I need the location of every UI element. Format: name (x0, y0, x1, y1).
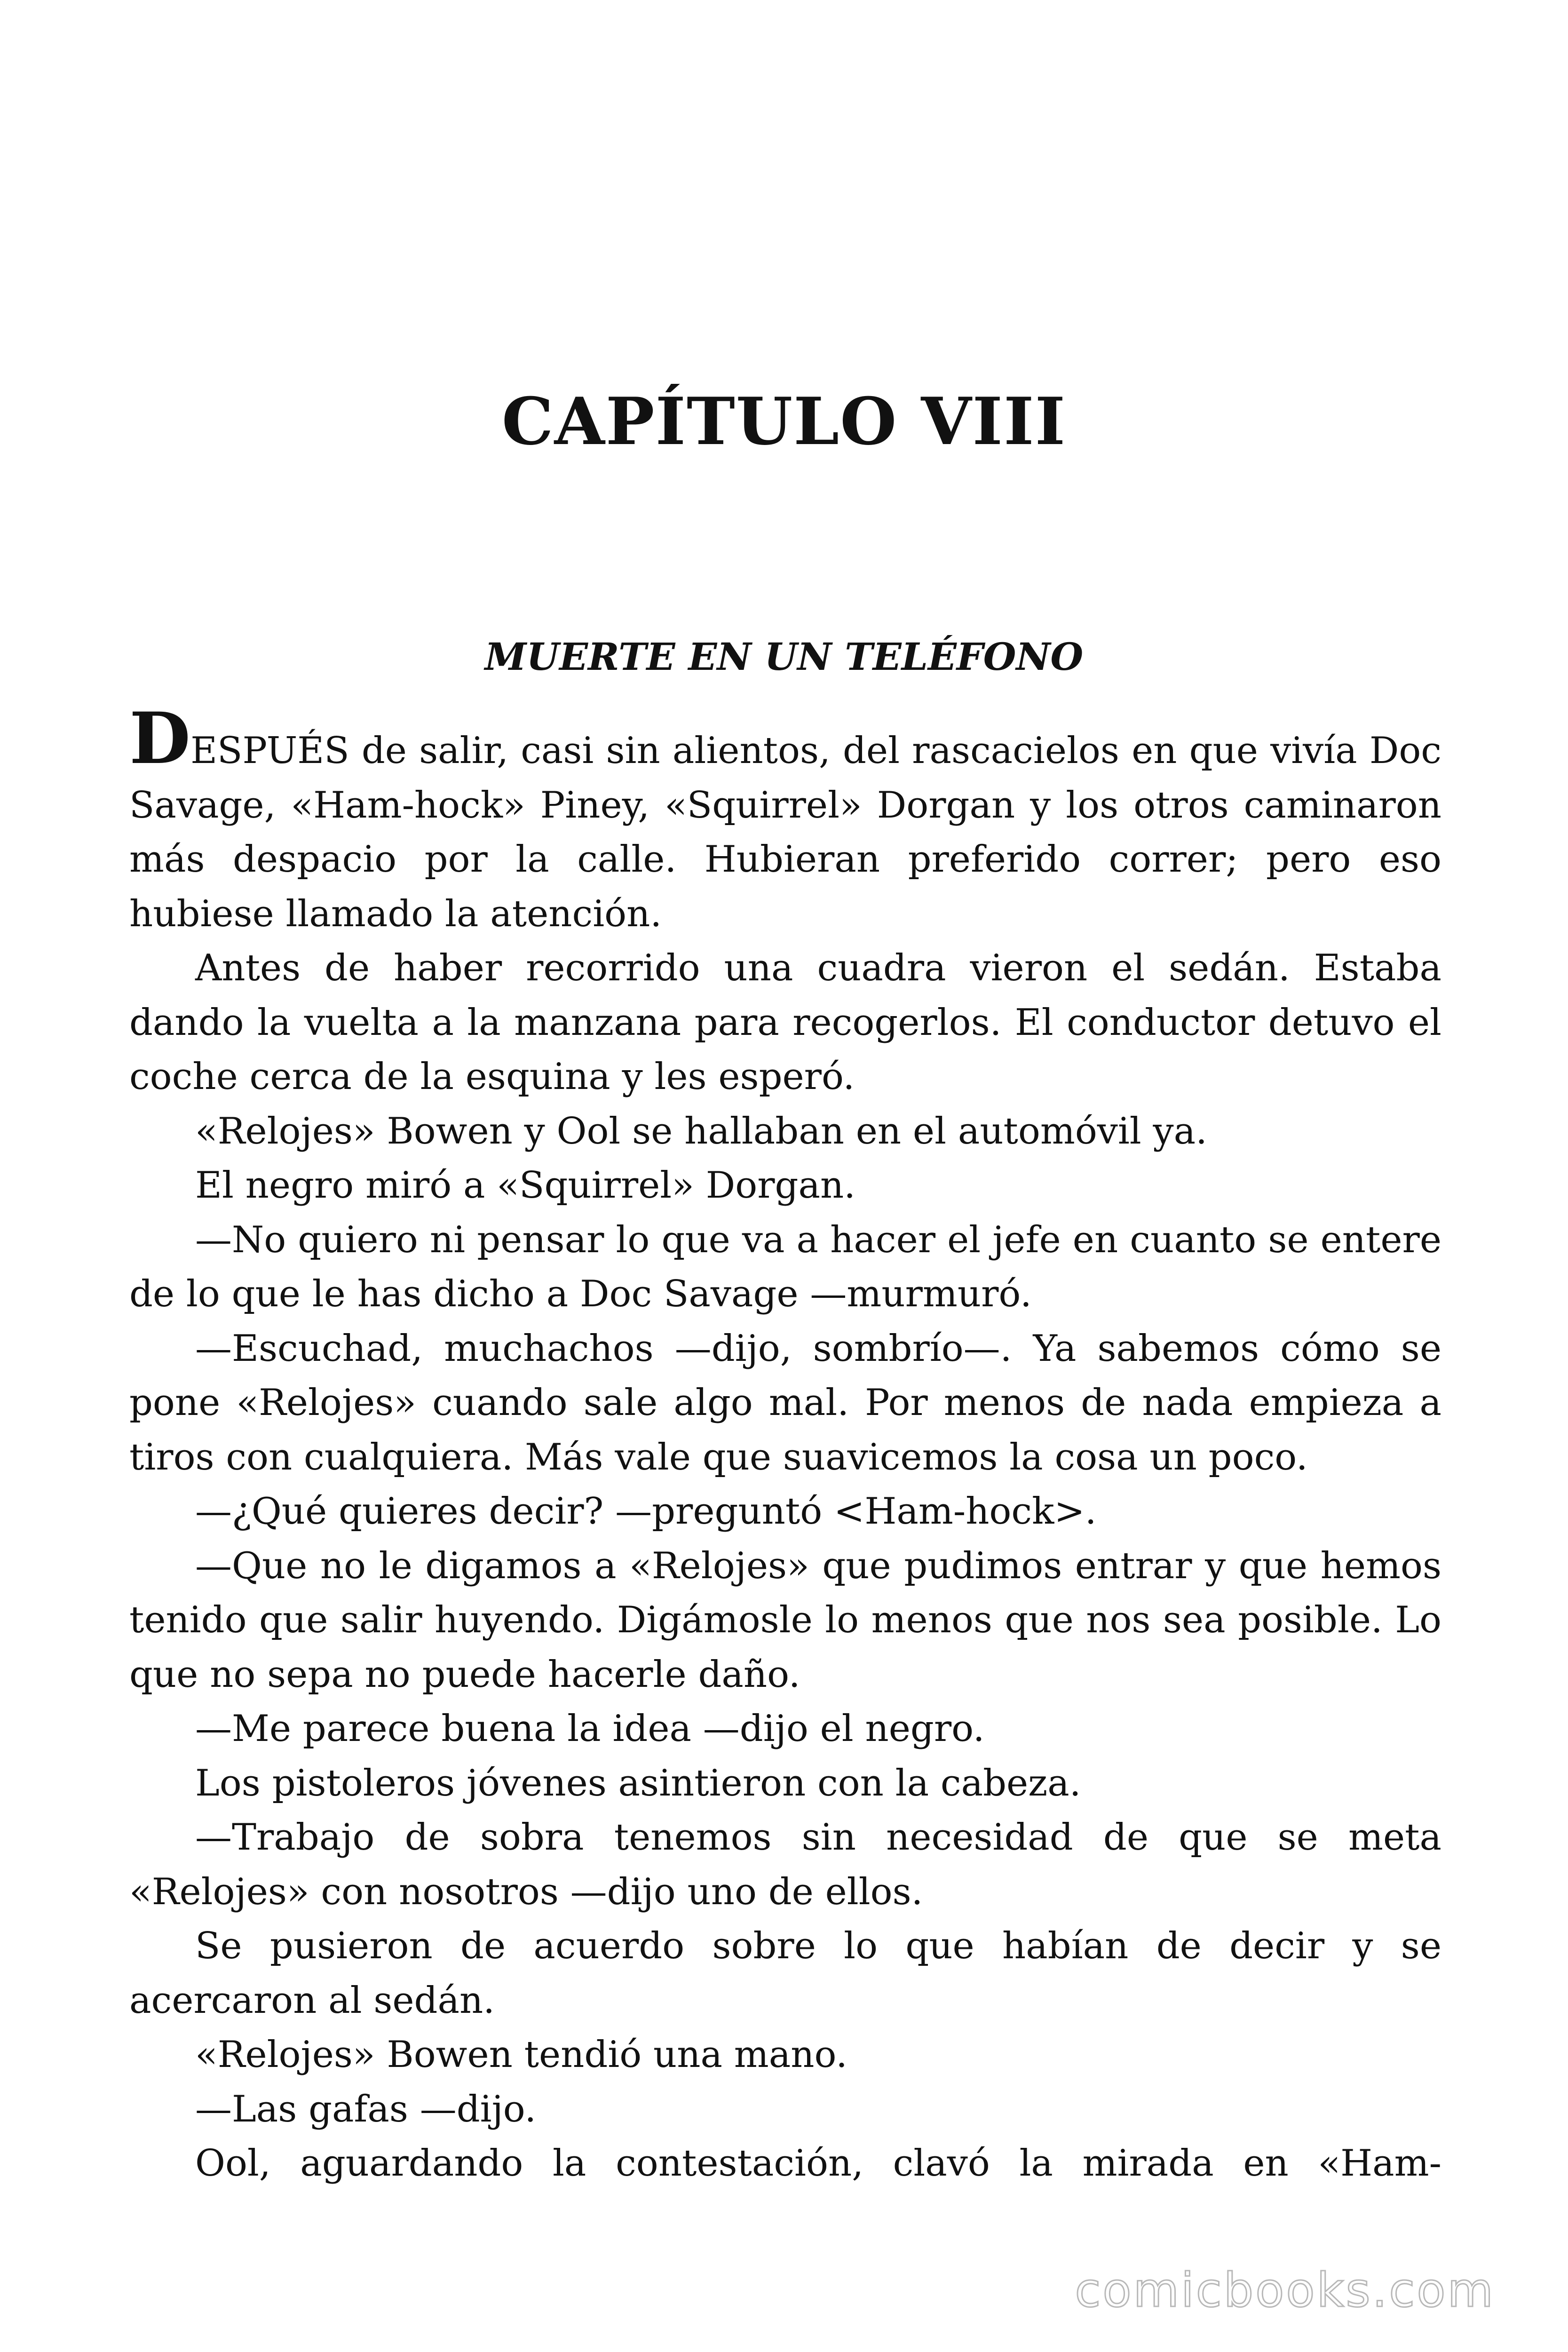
paragraph: —Las gafas —dijo. (195, 2088, 537, 2130)
paragraph-last: Ool, aguardando la contestación, clavó la mirada en «Ham- (195, 2142, 1441, 2185)
paragraph: «Relojes» Bowen y Ool se hallaban en el automóvil ya. (195, 1110, 1207, 1152)
watermark: comicbooks.com (1075, 2263, 1495, 2318)
paragraph: —Trabajo de sobra tenemos sin necesidad de que se meta «Relojes» con nosotros —dijo uno de ellos. (129, 1816, 1441, 1913)
chapter-title: CAPÍTULO VIII (501, 383, 1067, 460)
paragraph: —Me parece buena la idea —dijo el negro. (195, 1708, 985, 1750)
drop-cap: D (129, 697, 191, 780)
paragraph: —¿Qué quieres decir? —preguntó <Ham-hock>. (195, 1490, 1097, 1533)
paragraph: Los pistoleros jóvenes asintieron con la cabeza. (195, 1762, 1081, 1804)
paragraph: «Relojes» Bowen tendió una mano. (195, 2034, 847, 2076)
paragraph: Se pusieron de acuerdo sobre lo que habían de decir y se acercaron al sedán. (129, 1925, 1441, 2022)
paragraph: —Que no le digamos a «Relojes» que pudimos entrar y que hemos tenido que salir huyendo. Digámosle lo menos que nos sea posible. Lo que no sepa no puede hacerle daño. (129, 1544, 1441, 1696)
paragraph-first (129, 697, 1441, 941)
section-title: MUERTE EN UN TELÉFONO (484, 635, 1084, 679)
body-text (129, 697, 1441, 2191)
paragraph: —No quiero ni pensar lo que va a hacer el jefe en cuanto se entere de lo que le has dicho a Doc Savage —murmuró. (129, 1218, 1441, 1315)
small-caps-lead: ESPUÉS (190, 730, 349, 772)
paragraph: Antes de haber recorrido una cuadra vieron el sedán. Estaba dando la vuelta a la manzana para recogerlos. El conductor detuvo el coche cerca de la esquina y les esperó. (129, 947, 1441, 1098)
paragraph-first-text: de salir, casi sin alientos, del rascacielos en que vivía Doc Savage, «Ham-hock» Piney, «Squirrel» Dorgan y los otros caminaron más despacio por la calle. Hubieran preferido correr; pero eso hubiese llamado la atención. (129, 730, 1441, 935)
paragraph: El negro miró a «Squirrel» Dorgan. (195, 1164, 855, 1207)
paragraph: —Escuchad, muchachos —dijo, sombrío—. Ya sabemos cómo se pone «Relojes» cuando sale algo mal. Por menos de nada empieza a tiros con cualquiera. Más vale que suavicemos la cosa un poco. (129, 1327, 1441, 1478)
